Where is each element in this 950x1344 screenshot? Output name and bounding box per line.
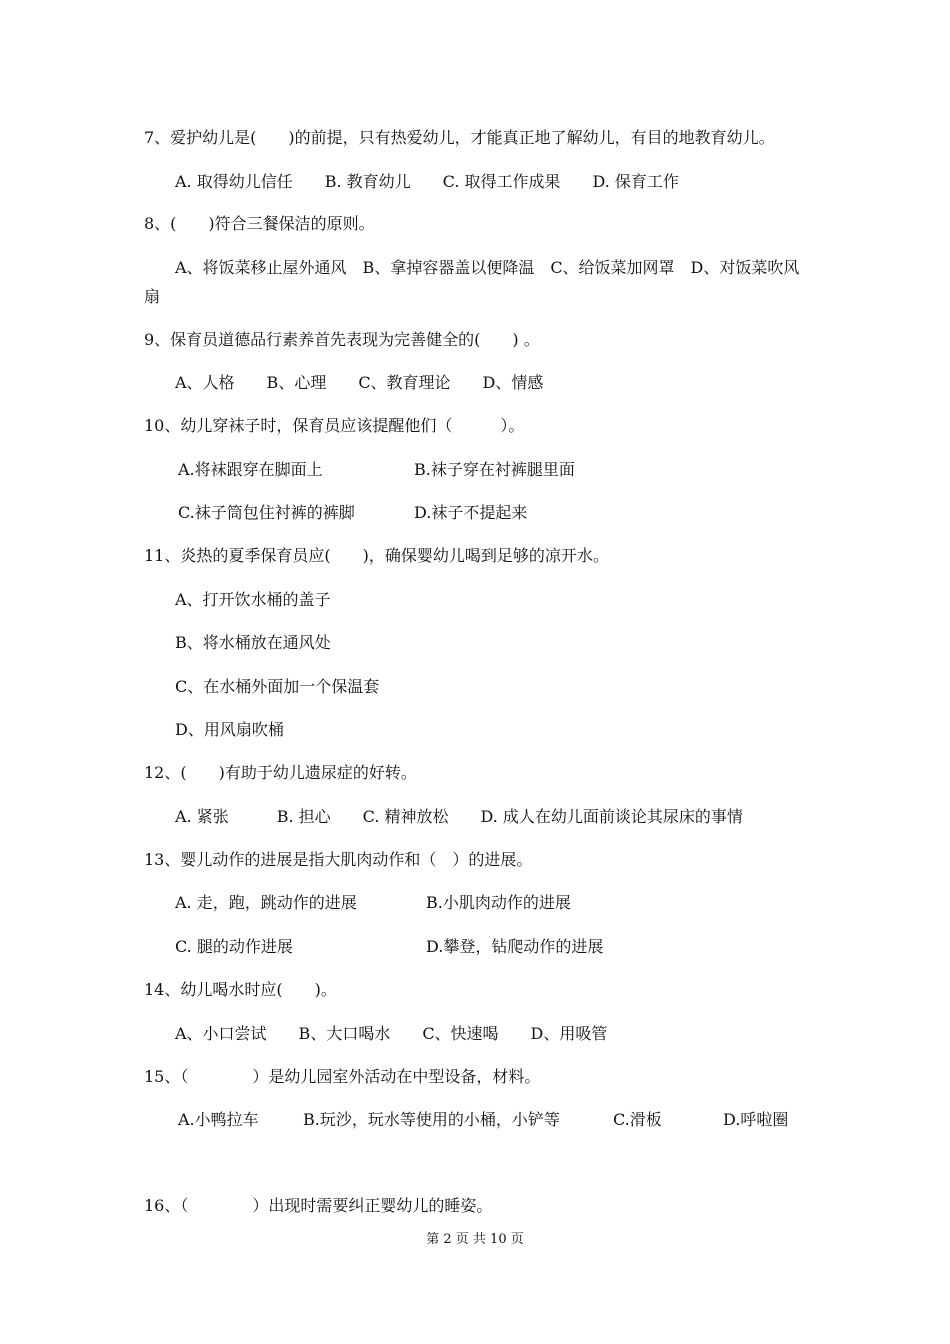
option-c: C. 腿的动作进展 [175, 937, 293, 956]
question-text: 7、爱护幼儿是( )的前提，只有热爱幼儿，才能真正地了解幼儿，有目的地教育幼儿。 [144, 128, 775, 147]
question-options: A、将饭菜移止屋外通风 B、拿掉容器盖以便降温 C、给饭菜加网罩 D、对饭菜吹风 [175, 258, 800, 277]
question-text: 14、幼儿喝水时应( )。 [144, 980, 337, 999]
option-c: C.滑板 [613, 1110, 662, 1129]
question-options: A. 紧张 B. 担心 C. 精神放松 D. 成人在幼儿面前谈论其尿床的事情 [175, 807, 743, 826]
option-d: D.呼啦圈 [723, 1110, 789, 1129]
question-options: A、小口尝试 B、大口喝水 C、快速喝 D、用吸管 [175, 1024, 608, 1043]
question-text: 13、婴儿动作的进展是指大肌肉动作和（ ）的进展。 [144, 850, 533, 869]
option-d: D.袜子不提起来 [414, 503, 528, 522]
option-a: A.将袜跟穿在脚面上 [178, 460, 323, 479]
question-text: 8、( )符合三餐保洁的原则。 [144, 214, 375, 233]
option-c: C.袜子筒包住衬裤的裤脚 [178, 503, 355, 522]
option-a: A、打开饮水桶的盖子 [175, 590, 331, 609]
question-text: 9、保育员道德品行素养首先表现为完善健全的( ) 。 [144, 330, 540, 349]
option-b: B.小肌肉动作的进展 [426, 893, 571, 912]
question-options-wrap: 扇 [144, 287, 161, 306]
question-options: A、人格 B、心理 C、教育理论 D、情感 [175, 373, 544, 392]
option-b: B.玩沙，玩水等使用的小桶，小铲等 [303, 1110, 560, 1129]
option-c: C、在水桶外面加一个保温套 [175, 677, 380, 696]
option-b: B.袜子穿在衬裤腿里面 [414, 460, 575, 479]
question-text: 12、( )有助于幼儿遗尿症的好转。 [144, 763, 417, 782]
option-d: D、用风扇吹桶 [175, 720, 284, 739]
question-text: 16、（ ）出现时需要纠正婴幼儿的睡姿。 [144, 1196, 493, 1215]
option-a: A. 走，跑，跳动作的进展 [175, 893, 357, 912]
question-text: 10、幼儿穿袜子时，保育员应该提醒他们（ ）。 [144, 416, 525, 435]
option-d: D.攀登，钻爬动作的进展 [426, 937, 604, 956]
question-options: A. 取得幼儿信任 B. 教育幼儿 C. 取得工作成果 D. 保育工作 [175, 172, 679, 191]
option-a: A.小鸭拉车 [178, 1110, 259, 1129]
page-footer: 第 2 页 共 10 页 [426, 1232, 524, 1247]
question-text: 15、（ ）是幼儿园室外活动在中型设备，材料。 [144, 1067, 541, 1086]
option-b: B、将水桶放在通风处 [175, 633, 331, 652]
question-text: 11、炎热的夏季保育员应( )，确保婴幼儿喝到足够的凉开水。 [144, 546, 609, 565]
